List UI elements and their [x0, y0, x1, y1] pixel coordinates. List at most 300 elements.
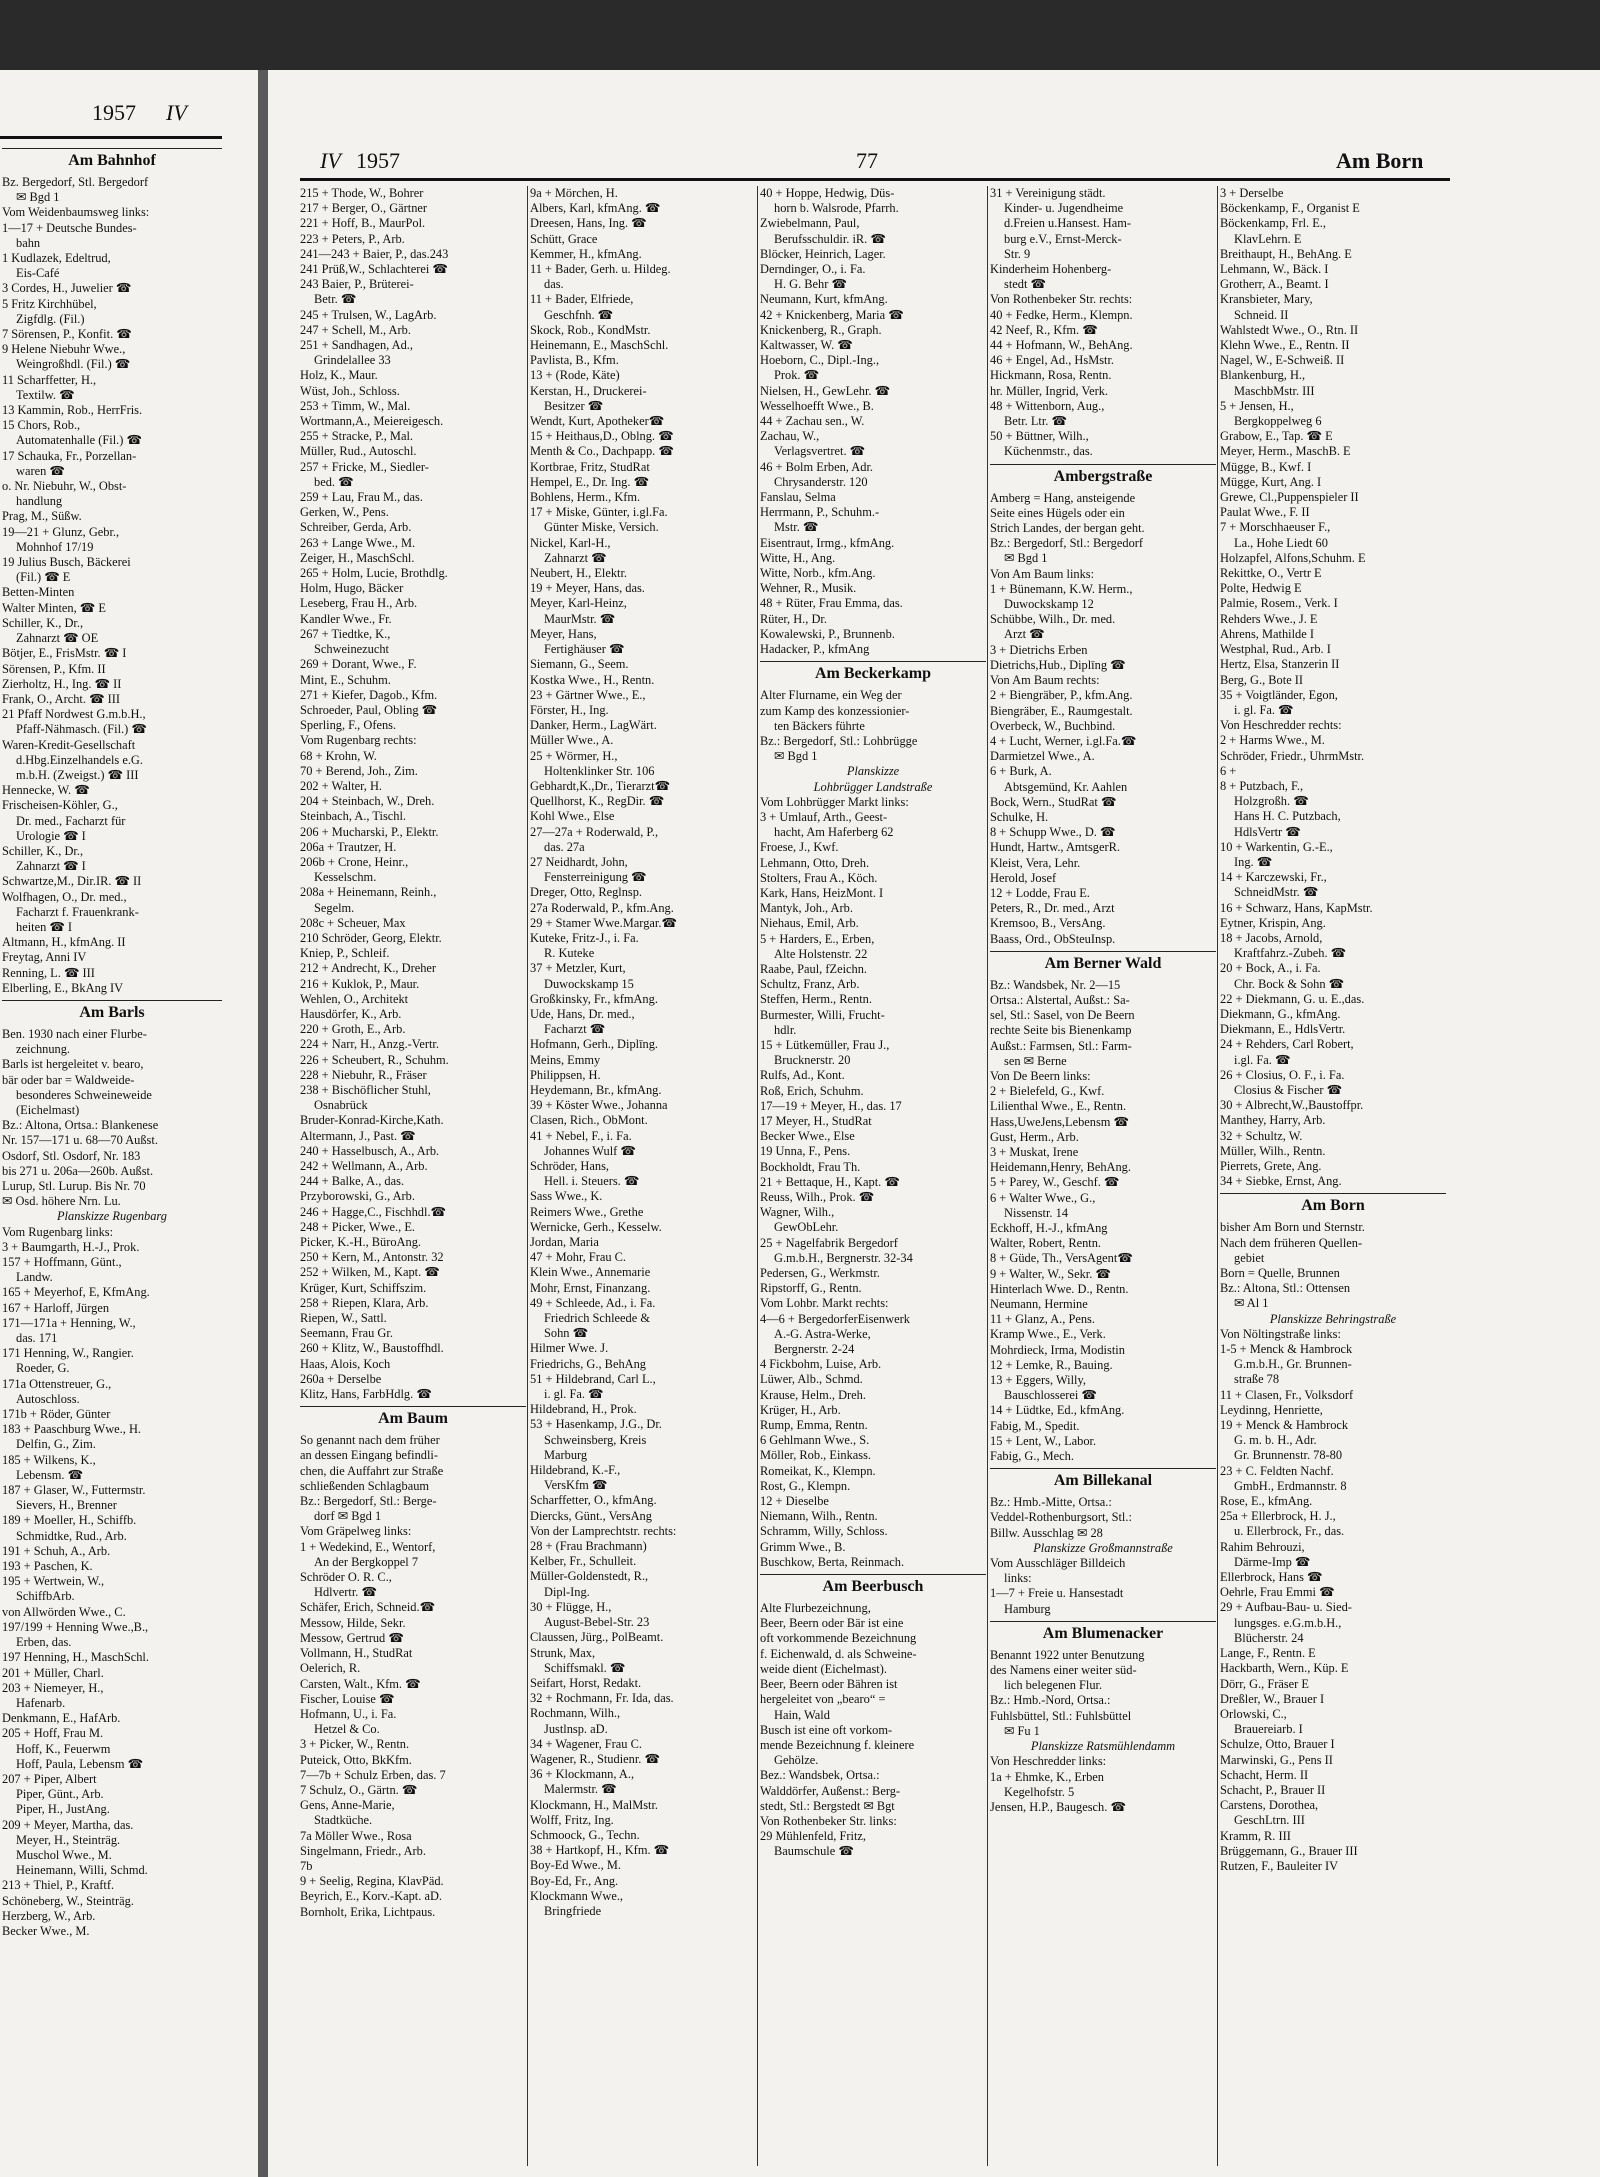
directory-line: Claussen, Jürg., PolBeamt.	[530, 1630, 664, 1645]
directory-line: 14 + Lüdtke, Ed., kfmAng.	[990, 1403, 1125, 1418]
page-number: 77	[856, 148, 878, 173]
directory-line: 21 + Bettaque, H., Kapt. ☎	[760, 1174, 900, 1189]
directory-line: sen ✉ Berne	[1004, 1053, 1067, 1068]
directory-line: Delfin, G., Zim.	[16, 1437, 96, 1452]
directory-line: G.m.b.H., Gr. Brunnen-	[1234, 1357, 1352, 1372]
directory-line: Marburg	[544, 1447, 588, 1462]
directory-line: 5 + Harders, E., Erben,	[760, 931, 875, 946]
directory-line: Holtenklinker Str. 106	[544, 763, 655, 778]
directory-line: 2 + Biengräber, P., kfm.Ang.	[990, 688, 1133, 703]
directory-line: hergeleitet von „bearo“ =	[760, 1692, 886, 1707]
directory-line: Waren-Kredit-Gesellschaft	[2, 737, 136, 752]
directory-line: d.Hbg.Einzelhandels e.G.	[16, 752, 143, 767]
directory-line: Berufsschuldir. iR. ☎	[774, 231, 886, 246]
directory-line: 15 + Lent, W., Labor.	[990, 1433, 1097, 1448]
directory-line: besonderes Schweineweide	[16, 1087, 152, 1102]
directory-line: i. gl. Fa. ☎	[1234, 702, 1294, 717]
directory-line: 4 Fickbohm, Luise, Arb.	[760, 1357, 882, 1372]
directory-line: Von der Lamprechtstr. rechts:	[530, 1523, 677, 1538]
directory-line: 17—19 + Meyer, H., das. 17	[760, 1098, 902, 1113]
directory-line: Clasen, Rich., ObMont.	[530, 1113, 648, 1128]
directory-line: Bohlens, Herm., Kfm.	[530, 490, 641, 505]
directory-line: So genannt nach dem früher	[300, 1433, 440, 1448]
directory-line: Marwinski, G., Pens II	[1220, 1752, 1333, 1767]
directory-line: 23 + C. Feldten Nachf.	[1220, 1463, 1334, 1478]
directory-line: Hadacker, P., kfmAng	[760, 642, 870, 657]
directory-line: Wagner, Wilh.,	[760, 1205, 835, 1220]
directory-line: 36 + Klockmann, A.,	[530, 1767, 635, 1782]
directory-line: 46 + Engel, Ad., HsMstr.	[990, 353, 1115, 368]
directory-line: Berg, G., Bote II	[1220, 672, 1304, 687]
directory-line: Walter Minten, ☎ E	[2, 600, 106, 615]
street-heading: Am Beckerkamp	[760, 661, 986, 686]
directory-line: Puteick, Otto, BkKfm.	[300, 1752, 412, 1767]
directory-line: Böckenkamp, Frl. E.,	[1220, 216, 1326, 231]
directory-line: Prok. ☎	[774, 368, 820, 383]
directory-line: Eis-Café	[16, 266, 60, 281]
directory-line: Schulke, H.	[990, 809, 1049, 824]
directory-line: rechte Seite bis Bienenkamp	[990, 1023, 1132, 1038]
directory-line: 15 + Heithaus,D., Oblng. ☎	[530, 429, 674, 444]
directory-line: Mohnhof 17/19	[16, 539, 94, 554]
directory-line: Heinemann, Willi, Schmd.	[16, 1863, 148, 1878]
directory-line: 248 + Picker, Wwe., E.	[300, 1219, 415, 1234]
directory-line: Klehn Wwe., E., Rentn. II	[1220, 338, 1350, 353]
directory-line: 7—7b + Schulz Erben, das. 7	[300, 1767, 446, 1782]
directory-line: 1—7 + Freie u. Hansestadt	[990, 1586, 1124, 1601]
directory-line: Ude, Hans, Dr. med.,	[530, 1006, 635, 1021]
directory-line: Riepen, W., Sattl.	[300, 1311, 387, 1326]
directory-line: 252 + Wilken, M., Kapt. ☎	[300, 1265, 440, 1280]
directory-line: Wehlen, O., Architekt	[300, 991, 409, 1006]
directory-line: Heinemann, E., MaschSchl.	[530, 338, 669, 353]
directory-line: schließenden Schlagbaum	[300, 1478, 430, 1493]
directory-line: Bergkoppelweg 6	[1234, 414, 1322, 429]
directory-line: Duwockskamp 15	[544, 976, 634, 991]
directory-line: 4—6 + BergedorferEisenwerk	[760, 1311, 910, 1326]
directory-line: 27a Roderwald, P., kfm.Ang.	[530, 900, 674, 915]
directory-line: 247 + Schell, M., Arb.	[300, 322, 411, 337]
directory-line: Vom Gräpelweg links:	[300, 1524, 412, 1539]
directory-line: Ben. 1930 nach einer Flurbe-	[2, 1026, 147, 1041]
directory-line: (Eichelmast)	[16, 1102, 80, 1117]
directory-line: horn b. Walsrode, Pfarrh.	[774, 201, 899, 216]
directory-line: (Fil.) ☎ E	[16, 570, 71, 585]
directory-line: Rose, E., kfmAng.	[1220, 1494, 1313, 1509]
directory-line: Nr. 157—171 u. 68—70 Außst.	[2, 1133, 158, 1148]
directory-line: 217 + Berger, O., Gärtner	[300, 201, 428, 216]
directory-line: 48 + Rüter, Frau Emma, das.	[760, 596, 903, 611]
directory-line: Von Am Baum links:	[990, 566, 1095, 581]
directory-line: 5 + Jensen, H.,	[1220, 398, 1294, 413]
directory-line: Gr. Brunnenstr. 78-80	[1234, 1448, 1343, 1463]
directory-line: 23 + Gärtner Wwe., E.,	[530, 687, 646, 702]
directory-line: Jordan, Maria	[530, 1235, 599, 1250]
directory-line: 34 + Wagener, Frau C.	[530, 1736, 642, 1751]
directory-line: Bergnerstr. 2-24	[774, 1342, 855, 1357]
directory-line: Rochmann, Wilh.,	[530, 1706, 621, 1721]
directory-line: Overbeck, W., Buchbind.	[990, 718, 1116, 733]
directory-line: o. Nr. Niebuhr, W., Obst-	[2, 479, 127, 494]
directory-line: Rutzen, F., Bauleiter IV	[1220, 1858, 1339, 1873]
directory-line: 25a + Ellerbrock, H. J.,	[1220, 1509, 1336, 1524]
directory-line: Breithaupt, H., BehAng. E	[1220, 246, 1352, 261]
directory-line: Holm, Hugo, Bäcker	[300, 581, 404, 596]
directory-line: Kleist, Vera, Lehr.	[990, 855, 1081, 870]
directory-line: 15 Chors, Rob.,	[2, 418, 81, 433]
street-heading: Am Blumenacker	[990, 1621, 1216, 1646]
directory-line: 210 Schröder, Georg, Elektr.	[300, 930, 442, 945]
directory-line: i. gl. Fa. ☎	[544, 1387, 604, 1402]
directory-line: Walter, Robert, Rentn.	[990, 1236, 1102, 1251]
directory-line: Walddörfer, Außenst.: Berg-	[760, 1783, 901, 1798]
directory-line: Von De Beern links:	[990, 1068, 1091, 1083]
directory-line: Boy-Ed Wwe., M.	[530, 1858, 621, 1873]
directory-line: 28 + (Frau Brachmann)	[530, 1539, 647, 1554]
directory-line: An der Bergkoppel 7	[314, 1554, 419, 1569]
directory-line: Kuteke, Fritz-J., i. Fa.	[530, 930, 639, 945]
directory-line: Eisentraut, Irmg., kfmAng.	[760, 535, 895, 550]
directory-line: 41 + Nebel, F., i. Fa.	[530, 1128, 632, 1143]
directory-line: Ortsa.: Alstertal, Außst.: Sa-	[990, 992, 1130, 1007]
directory-line: Rost, G., Klempn.	[760, 1478, 851, 1493]
directory-line: 203 + Niemeyer, H.,	[2, 1680, 104, 1695]
directory-line: 271 + Kiefer, Dagob., Kfm.	[300, 687, 438, 702]
directory-line: 50 + Büttner, Wilh.,	[990, 429, 1089, 444]
directory-line: Kesselschm.	[314, 870, 377, 885]
directory-line: Kinder- u. Jugendheime	[1004, 201, 1124, 216]
directory-line: Kraftfahrz.-Zubeh. ☎	[1234, 946, 1347, 961]
directory-line: m.b.H. (Zweigst.) ☎ III	[16, 767, 139, 782]
directory-line: Hain, Wald	[774, 1707, 830, 1722]
directory-line: 171b + Röder, Günter	[2, 1407, 111, 1422]
directory-line: Hell. i. Steuers. ☎	[544, 1174, 640, 1189]
directory-line: Dörr, G., Fräser E	[1220, 1676, 1309, 1691]
directory-line: R. Kuteke	[544, 946, 595, 961]
directory-line: 263 + Lange Wwe., M.	[300, 535, 416, 550]
directory-column-3	[760, 186, 986, 2166]
directory-line: A.-G. Astra-Werke,	[774, 1326, 871, 1341]
directory-line: 165 + Meyerhof, E, KfmAng.	[2, 1285, 150, 1300]
directory-line: 7 Schulz, O., Gärtn. ☎	[300, 1782, 418, 1797]
directory-line: bisher Am Born und Sternstr.	[1220, 1220, 1365, 1235]
directory-line: Witte, H., Ang.	[760, 550, 836, 565]
directory-line: 70 + Berend, Joh., Zim.	[300, 763, 418, 778]
directory-line: 14 + Karczewski, Fr.,	[1220, 870, 1327, 885]
directory-line: 22 + Diekmann, G. u. E.,das.	[1220, 991, 1365, 1006]
directory-line: Planskizze Ratsmühlendamm	[1030, 1739, 1176, 1754]
directory-line: Altermann, J., Past. ☎	[300, 1128, 416, 1143]
directory-line: sel, Stl.: Sasel, von De Beern	[990, 1008, 1135, 1023]
directory-line: 221 + Hoff, B., MaurPol.	[300, 216, 426, 231]
directory-line: Stolters, Frau A., Köch.	[760, 870, 878, 885]
directory-line: 8 + Schupp Wwe., D. ☎	[990, 825, 1116, 840]
directory-line: August-Bebel-Str. 23	[544, 1615, 650, 1630]
directory-line: Kerstan, H., Druckerei-	[530, 383, 647, 398]
directory-line: Zahnarzt ☎ I	[16, 859, 86, 874]
directory-line: Hausdörfer, K., Arb.	[300, 1006, 402, 1021]
directory-line: Lehmann, W., Bäck. I	[1220, 262, 1329, 277]
directory-line: Besitzer ☎	[544, 398, 604, 413]
directory-line: Biengräber, E., Raumgestalt.	[990, 703, 1133, 718]
directory-line: Alte Holstenstr. 22	[774, 946, 868, 961]
directory-line: 195 + Wertwein, W.,	[2, 1574, 105, 1589]
directory-line: Schweinezucht	[314, 642, 390, 657]
directory-line: 29 Mühlenfeld, Fritz,	[760, 1829, 866, 1844]
directory-line: 8 + Güde, Th., VersAgent☎	[990, 1251, 1133, 1266]
directory-line: Mügge, B., Kwf. I	[1220, 459, 1312, 474]
directory-line: Leydinng, Henriette,	[1220, 1402, 1323, 1417]
directory-line: 3 + Derselbe	[1220, 186, 1284, 200]
directory-line: Dreger, Otto, Reglnsp.	[530, 885, 643, 900]
directory-line: Kelber, Fr., Schulleit.	[530, 1554, 637, 1569]
directory-line: Vollmann, H., StudRat	[300, 1646, 413, 1661]
directory-line: Kohl Wwe., Else	[530, 809, 615, 824]
directory-line: 11 + Clasen, Fr., Volksdorf	[1220, 1387, 1354, 1402]
directory-column-5	[1220, 186, 1446, 2166]
directory-line: Niemann, Wilh., Rentn.	[760, 1509, 878, 1524]
directory-line: Urologie ☎ I	[16, 828, 86, 843]
directory-line: Steffen, Herm., Rentn.	[760, 992, 872, 1007]
directory-line: Wahlstedt Wwe., O., Rtn. II	[1220, 322, 1359, 337]
directory-line: Facharzt f. Frauenkrank-	[16, 904, 139, 919]
directory-line: ✉ Bgd 1	[774, 749, 818, 764]
left-header-rule	[0, 136, 222, 139]
directory-line: 29 + Stamer Wwe.Margar.☎	[530, 915, 677, 930]
directory-line: Wüst, Joh., Schloss.	[300, 383, 400, 398]
directory-line: Neumann, Kurt, kfmAng.	[760, 292, 888, 307]
directory-line: Schröder, Hans,	[530, 1159, 609, 1173]
directory-line: Schulze, Otto, Brauer I	[1220, 1737, 1335, 1752]
directory-line: Wortmann,A., Meiereigesch.	[300, 414, 444, 429]
directory-line: Heydemann, Br., kfmAng.	[530, 1082, 662, 1097]
directory-line: 5 + Parey, W., Geschf. ☎	[990, 1175, 1120, 1190]
directory-line: Krüger, H., Arb.	[760, 1402, 841, 1417]
directory-line: Herold, Josef	[990, 870, 1057, 885]
directory-line: Bz.: Hmb.-Nord, Ortsa.:	[990, 1693, 1111, 1708]
directory-line: heiten ☎ I	[16, 919, 73, 934]
directory-line: Lohbrügger Landstraße	[813, 779, 933, 794]
street-heading: Am Baum	[300, 1406, 526, 1431]
directory-line: Bornholt, Erika, Lichtpaus.	[300, 1904, 436, 1919]
directory-line: Nissenstr. 14	[1004, 1205, 1069, 1220]
directory-line: Fensterreinigung ☎	[544, 870, 647, 885]
directory-line: Betr. ☎	[314, 292, 357, 307]
directory-line: Fabig, M., Spedit.	[990, 1418, 1080, 1433]
directory-line: SchneidMstr. ☎	[1234, 885, 1319, 900]
directory-line: Herrmann, P., Schuhm.-	[760, 505, 880, 520]
directory-line: Heidemann,Henry, BehAng.	[990, 1160, 1131, 1175]
directory-column-2	[530, 186, 756, 2166]
directory-line: Zeiger, H., MaschSchl.	[300, 550, 415, 565]
directory-line: Klein Wwe., Annemarie	[530, 1265, 651, 1280]
directory-line: Oelerich, R.	[300, 1661, 361, 1676]
directory-line: Malermstr. ☎	[544, 1782, 617, 1797]
directory-line: G. m. b. H., Adr.	[1234, 1433, 1317, 1448]
directory-line: Hertz, Elsa, Stanzerin II	[1220, 657, 1340, 672]
directory-line: Landw.	[16, 1270, 53, 1285]
directory-line: Bz.: Wandsbek, Nr. 2—15	[990, 977, 1121, 992]
directory-line: i.gl. Fa. ☎	[1234, 1052, 1291, 1067]
directory-line: Hafenarb.	[16, 1695, 66, 1710]
directory-line: Messow, Gertrud ☎	[300, 1630, 404, 1645]
directory-line: Billw. Ausschlag ✉ 28	[990, 1525, 1103, 1540]
directory-line: 38 + Hartkopf, H., Kfm. ☎	[530, 1843, 670, 1858]
directory-line: Rehders Wwe., J. E	[1220, 611, 1318, 626]
directory-line: Hackbarth, Wern., Küp. E	[1220, 1661, 1349, 1676]
directory-line: handlung	[16, 494, 63, 509]
directory-line: 3 + Baumgarth, H.-J., Prok.	[2, 1239, 140, 1254]
directory-line: 250 + Kern, M., Antonstr. 32	[300, 1250, 444, 1265]
directory-line: Bock, Wern., StudRat ☎	[990, 794, 1117, 809]
directory-line: Str. 9	[1004, 246, 1031, 261]
directory-line: Grimm Wwe., B.	[760, 1539, 846, 1554]
directory-line: 205 + Hoff, Frau M.	[2, 1726, 104, 1741]
directory-line: weide dient (Eichelmast).	[760, 1661, 887, 1676]
directory-line: Stadtküche.	[314, 1813, 373, 1828]
directory-line: Beer, Beern oder Bähren ist	[760, 1677, 898, 1692]
directory-line: Pavlista, B., Kfm.	[530, 353, 619, 368]
directory-line: Reimers Wwe., Grethe	[530, 1204, 644, 1219]
directory-line: 206a + Trautzer, H.	[300, 839, 397, 854]
directory-line: Derndinger, O., i. Fa.	[760, 262, 866, 277]
directory-line: Wesselhoefft Wwe., B.	[760, 398, 874, 413]
directory-line: Wolff, Fritz, Ing.	[530, 1812, 614, 1827]
directory-line: 1-5 + Menck & Hambrock	[1220, 1342, 1353, 1357]
directory-line: Johannes Wulf ☎	[544, 1143, 636, 1158]
directory-line: Kark, Hans, HeizMont. I	[760, 885, 884, 900]
directory-line: an dessen Eingang befindli-	[300, 1448, 438, 1463]
directory-line: Schöneberg, W., Steinträg.	[2, 1893, 134, 1908]
directory-line: 6 +	[1220, 763, 1237, 778]
directory-line: 269 + Dorant, Wwe., F.	[300, 657, 417, 672]
directory-line: 207 + Piper, Albert	[2, 1771, 97, 1786]
directory-line: ✉ Osd. höhere Nrn. Lu.	[2, 1194, 121, 1209]
directory-line: 1—17 + Deutsche Bundes-	[2, 220, 137, 235]
directory-line: 241 Prüß,W., Schlachterei ☎	[300, 262, 448, 277]
directory-line: Beer, Beern oder Bär ist eine	[760, 1616, 904, 1631]
directory-line: Bötjer, E., FrisMstr. ☎ I	[2, 646, 127, 661]
directory-line: Grotherr, A., Beamt. I	[1220, 277, 1329, 292]
directory-line: 220 + Groth, E., Arb.	[300, 1022, 406, 1037]
directory-line: Kortbrae, Fritz, StudRat	[530, 459, 650, 474]
left-page-year: 1957	[92, 100, 136, 125]
directory-line: MaurMstr. ☎	[544, 611, 616, 626]
directory-line: 32 + Rochmann, Fr. Ida, das.	[530, 1691, 674, 1706]
directory-line: des Namens einer weiter süd-	[990, 1663, 1137, 1678]
directory-line: Duwockskamp 12	[1004, 597, 1094, 612]
directory-line: Born = Quelle, Brunnen	[1220, 1266, 1340, 1281]
directory-line: Hofmann, U., i. Fa.	[300, 1706, 397, 1721]
directory-line: Przyborowski, G., Arb.	[300, 1189, 415, 1204]
directory-line: Hinterlach Wwe. D., Rentn.	[990, 1281, 1129, 1296]
directory-line: Seifart, Horst, Redakt.	[530, 1675, 642, 1690]
book-gutter	[258, 70, 268, 2177]
directory-line: hacht, Am Haferberg 62	[774, 825, 894, 840]
directory-line: Roeder, G.	[16, 1361, 70, 1376]
directory-line: Grewe, Cl.,Puppenspieler II	[1220, 490, 1359, 505]
directory-line: 259 + Lau, Frau M., das.	[300, 490, 423, 505]
directory-line: Klockmann, H., MalMstr.	[530, 1797, 659, 1812]
directory-line: Meins, Emmy	[530, 1052, 601, 1067]
directory-line: Schroeder, Paul, Obling ☎	[300, 702, 438, 717]
directory-line: Kandler Wwe., Fr.	[300, 611, 392, 626]
directory-line: Blöcker, Heinrich, Lager.	[760, 246, 886, 261]
directory-line: 18 + Jacobs, Arnold,	[1220, 930, 1323, 945]
directory-line: Schmidtke, Rud., Arb.	[16, 1528, 127, 1543]
directory-line: 16 + Schwarz, Hans, KapMstr.	[1220, 900, 1373, 915]
directory-line: Ripstorff, G., Rentn.	[760, 1281, 862, 1296]
directory-line: Planskizze Behringstraße	[1269, 1311, 1397, 1326]
directory-line: Meyer, H., Steinträg.	[16, 1832, 121, 1847]
directory-line: 25 + Wörmer, H.,	[530, 748, 618, 763]
directory-line: Mantyk, Joh., Arb.	[760, 901, 853, 916]
directory-line: Benannt 1922 unter Benutzung	[990, 1647, 1145, 1662]
directory-line: 2 + Bielefeld, G., Kwf.	[990, 1084, 1105, 1099]
street-heading: Am Barls	[2, 1000, 222, 1025]
directory-line: Schmoock, G., Techn.	[530, 1827, 640, 1842]
directory-line: 191 + Schuh, A., Arb.	[2, 1543, 111, 1558]
directory-line: Bauschlosserei ☎	[1004, 1388, 1097, 1403]
directory-line: Gens, Anne-Marie,	[300, 1798, 395, 1813]
directory-line: Gerken, W., Pens.	[300, 505, 389, 520]
directory-line: Vom Lohbr. Markt rechts:	[760, 1296, 889, 1311]
directory-line: 32 + Schultz, W.	[1220, 1128, 1303, 1143]
directory-line: 44 + Zachau sen., W.	[760, 414, 865, 429]
directory-line: Hempel, E., Dr. Ing. ☎	[530, 474, 650, 489]
directory-line: Strunk, Max,	[530, 1645, 596, 1660]
directory-line: 42 Neef, R., Kfm. ☎	[990, 322, 1098, 337]
directory-line: Hildebrand, H., Prok.	[530, 1402, 637, 1417]
directory-line: Ing. ☎	[1234, 854, 1273, 869]
directory-line: Diekmann, E., HdlsVertr.	[1220, 1022, 1346, 1037]
directory-line: Mstr. ☎	[774, 520, 819, 535]
directory-line: Vom Ausschläger Billdeich	[990, 1556, 1126, 1571]
directory-line: 2 + Harms Wwe., M.	[1220, 733, 1325, 748]
directory-line: 7 + Morschhaeuser F.,	[1220, 520, 1331, 535]
directory-line: SchiffbArb.	[16, 1589, 75, 1604]
directory-line: Bz.: Altona, Stl.: Ottensen	[1220, 1281, 1351, 1296]
directory-line: Quellhorst, K., RegDir. ☎	[530, 794, 665, 809]
directory-line: Bringfriede	[544, 1903, 602, 1918]
directory-line: Schultz, Franz, Arb.	[760, 977, 860, 992]
directory-line: zeichnung.	[16, 1042, 71, 1057]
directory-line: 5 Fritz Kirchhübel,	[2, 296, 97, 311]
directory-line: Von Am Baum rechts:	[990, 673, 1100, 688]
directory-line: Justlnsp. aD.	[544, 1721, 608, 1736]
directory-line: 7a Möller Wwe., Rosa	[300, 1828, 412, 1843]
directory-line: 183 + Paaschburg Wwe., H.	[2, 1422, 142, 1437]
directory-line: bahn	[16, 235, 41, 250]
directory-line: Kowalewski, P., Brunnenb.	[760, 626, 895, 641]
directory-line: 185 + Wilkens, K.,	[2, 1452, 96, 1467]
directory-line: Diercks, Günt., VersAng	[530, 1508, 652, 1523]
directory-line: Schramm, Willy, Schloss.	[760, 1524, 888, 1539]
directory-line: Dipl-Ing.	[544, 1584, 590, 1599]
directory-line: Bz.: Bergedorf, Stl.: Bergedorf	[990, 536, 1144, 551]
directory-line: Müller-Goldenstedt, R.,	[530, 1569, 649, 1584]
directory-line: Knickenberg, R., Graph.	[760, 322, 882, 337]
directory-line: Sohn ☎	[544, 1326, 589, 1341]
directory-line: Froese, J., Kwf.	[760, 840, 839, 855]
directory-line: Osdorf, Stl. Osdorf, Nr. 183	[2, 1148, 141, 1163]
directory-line: 213 + Thiel, P., Kraftf.	[2, 1878, 115, 1893]
directory-line: 240 + Hasselbusch, A., Arb.	[300, 1143, 440, 1158]
directory-line: Planskizze	[846, 764, 900, 779]
directory-line: 27—27a + Roderwald, P.,	[530, 824, 659, 839]
directory-line: bed. ☎	[314, 474, 354, 489]
directory-line: Piper, Günt., Arb.	[16, 1787, 104, 1802]
